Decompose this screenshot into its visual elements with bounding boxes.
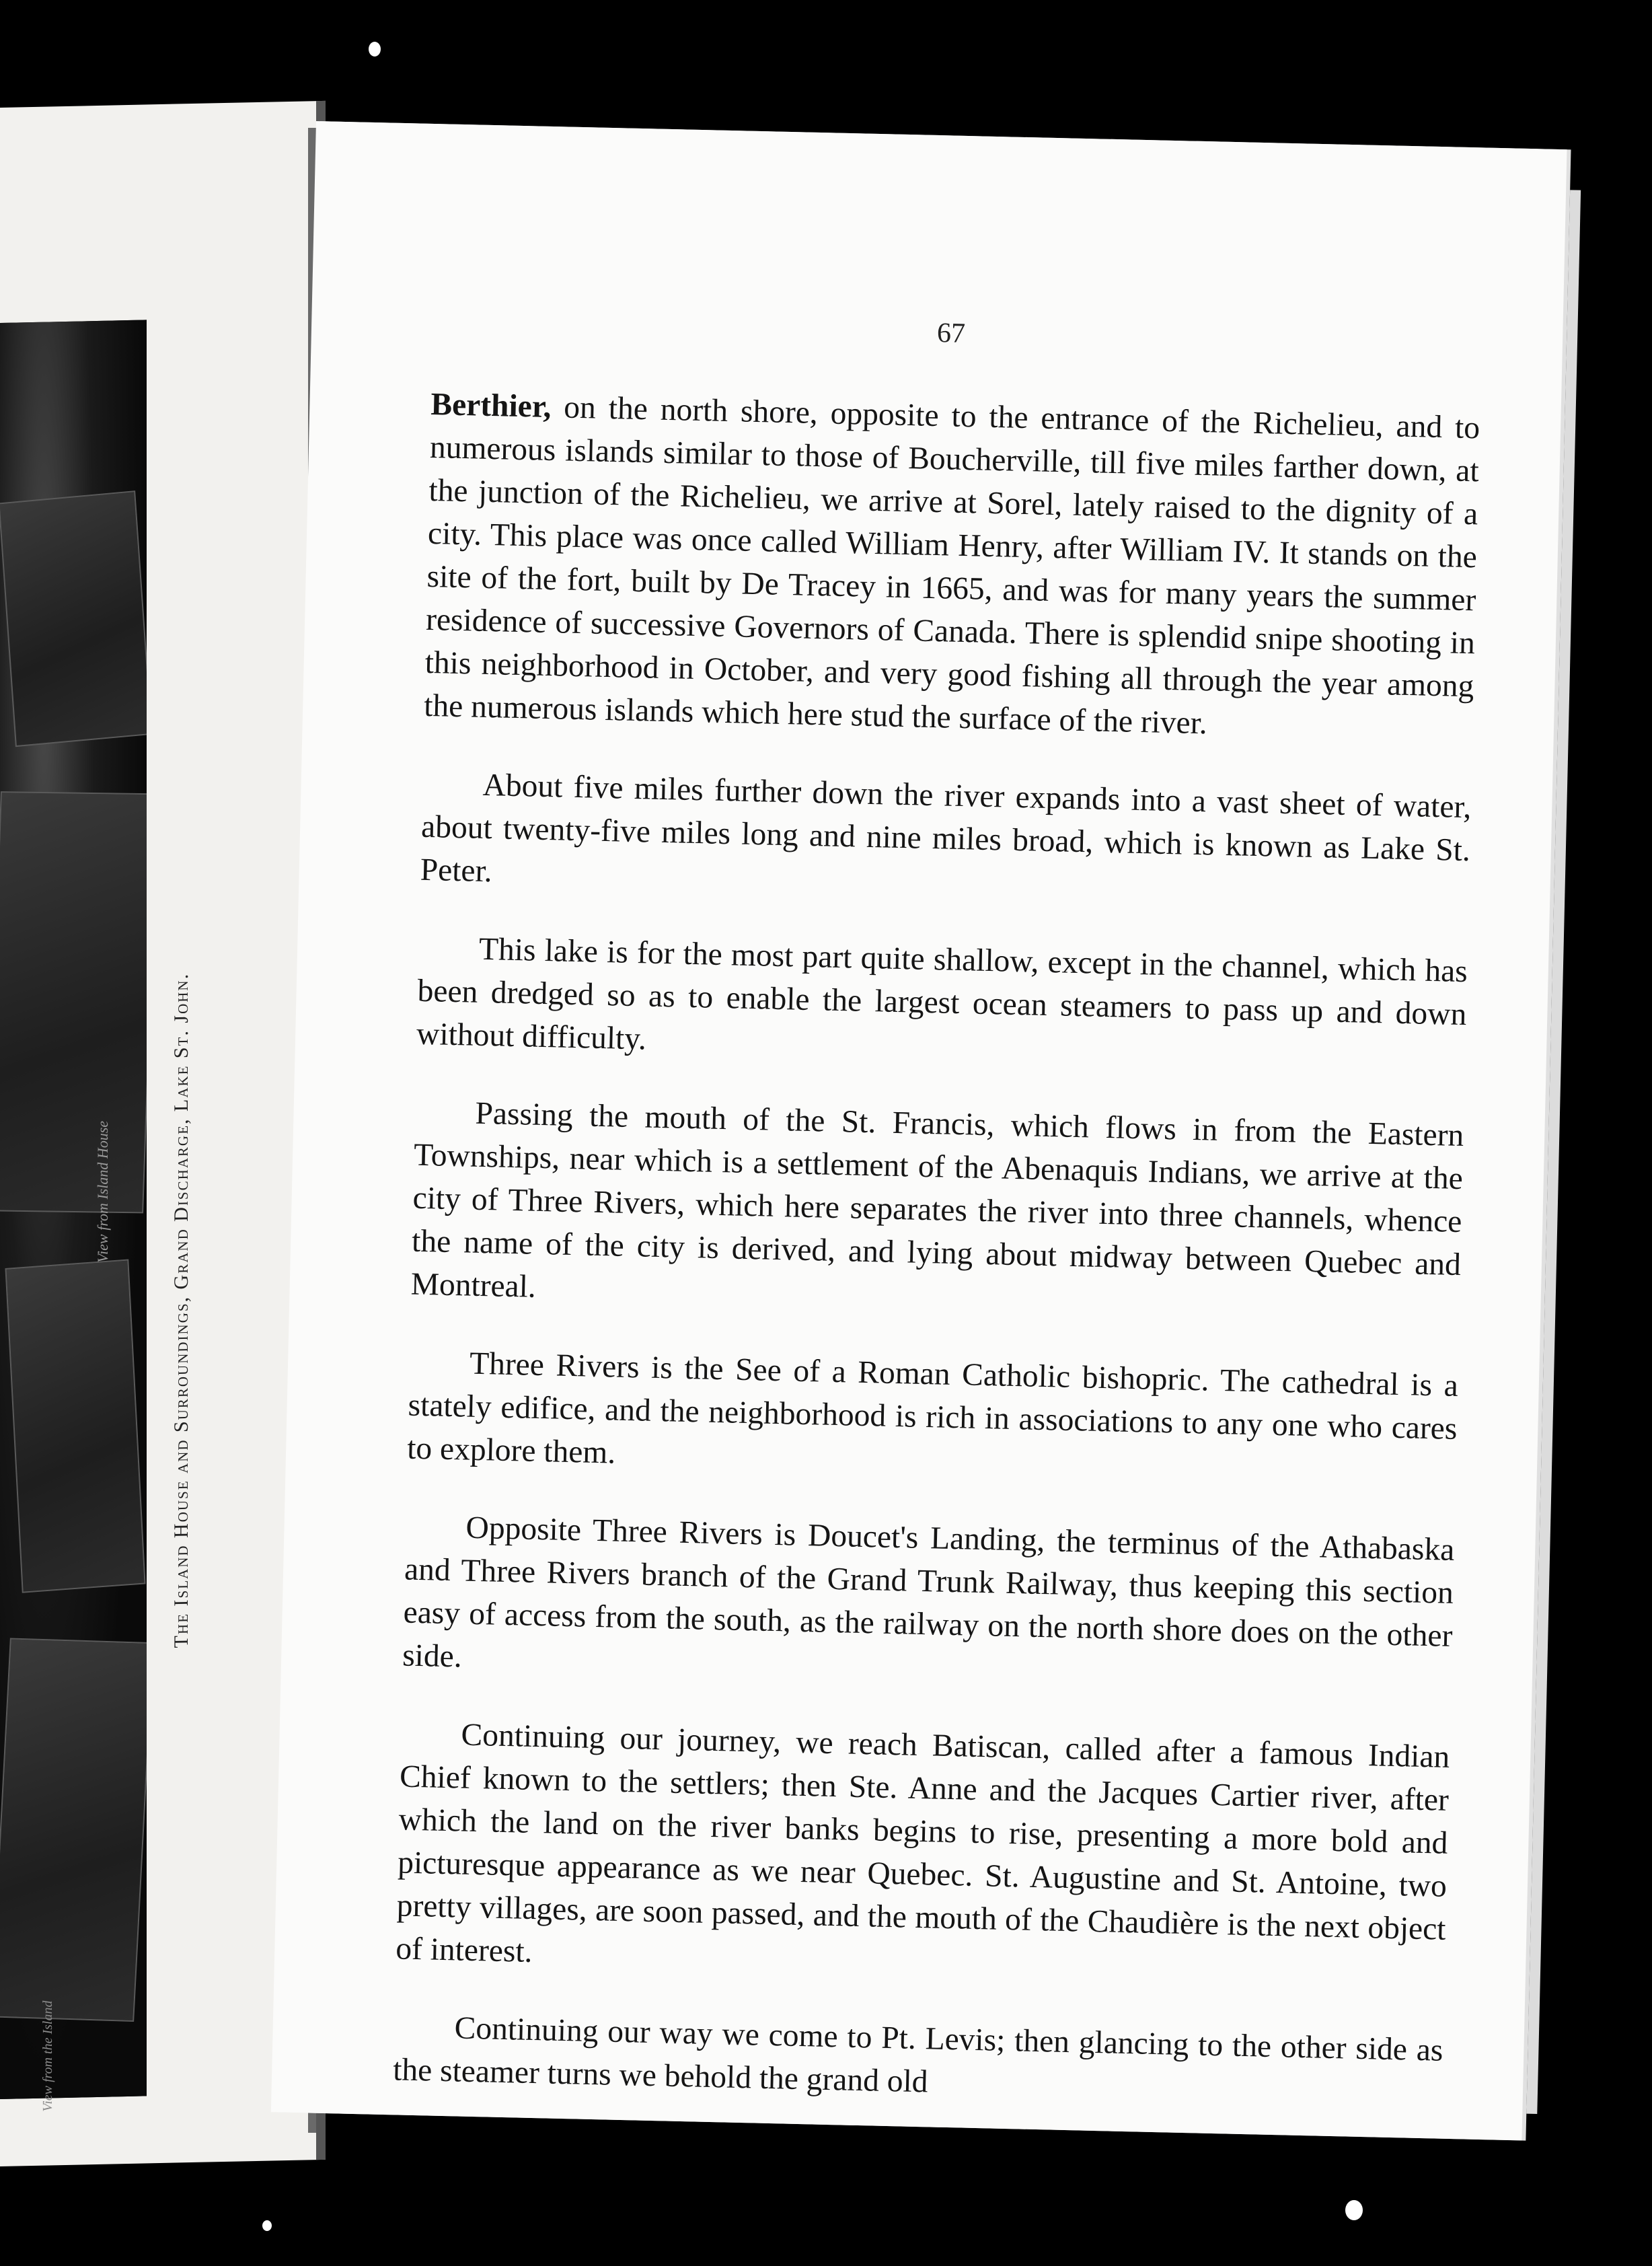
paragraph xyxy=(396,1712,1450,1994)
paragraph xyxy=(407,1341,1459,1494)
scan-speck xyxy=(1345,2200,1363,2220)
paragraph-text: About five miles further down the river expands into a vast sheet of water, about twenty-five miles long and nine miles broad, which is known as Lake St. Peter. xyxy=(420,767,1472,889)
paragraph-text: Continuing our journey, we reach Batiscan, called after a famous Indian Chief known to the settlers; then Ste. Anne and the Jacques Cartier river, after which the land on the river banks begins to rise, presenting a more bold and picturesque appearance as we near Quebec. St. Augustine and St. Antoine, two pretty villages, are soon passed, and the mouth of the Chaudière is the next object of interest. xyxy=(395,1717,1450,1969)
plate-photo-panel xyxy=(5,1259,145,1593)
plate-title-caption: The Island House and Surroundings, Grand Discharge, Lake St. John. xyxy=(170,972,192,1648)
plate-photo-panel xyxy=(0,791,147,1213)
photo-plate xyxy=(0,320,147,2099)
paragraph-lead: Berthier, xyxy=(430,386,552,425)
paragraph xyxy=(393,2005,1444,2115)
right-page xyxy=(271,121,1567,2140)
paragraph-text: Opposite Three Rivers is Doucet's Landing, the terminus of the Athabaska and Three Rivers branch of the Grand Trunk Railway, thus keeping this section easy of access from the south, as the railway on the north shore does on the other side. xyxy=(402,1510,1455,1675)
page-number: 67 xyxy=(936,318,966,349)
paragraph-text: Three Rivers is the See of a Roman Catholic bishopric. The cathedral is a stately edifice, and the neighborhood is rich in associations to any one who cares to explore them. xyxy=(406,1346,1459,1471)
paragraph xyxy=(402,1505,1455,1701)
paragraph xyxy=(424,383,1480,751)
page-edge xyxy=(1526,190,1581,2114)
paragraph-text: Passing the mouth of the St. Francis, which flows in from the Eastern Townships, near which is a settlement of the Abenaquis Indians, we arrive at the city of Three Rivers, which here separates the river into three channels, whence the name of the city is derived, and lying about midway between Quebec and Montreal. xyxy=(410,1095,1464,1305)
paragraph xyxy=(420,762,1472,915)
body-text xyxy=(391,383,1480,2150)
plate-photo-panel xyxy=(0,490,147,747)
plate-caption-top: View from Island House xyxy=(94,1120,111,1264)
plate-caption-bottom: View from the Island xyxy=(40,2000,55,2112)
paragraph-text: Continuing our way we come to Pt. Levis; then glancing to the other side as the steamer turns we behold the grand old xyxy=(392,2010,1443,2100)
scan-speck xyxy=(369,42,381,57)
paragraph-text: This lake is for the most part quite shallow, except in the channel, which has been dredged so as to enable the largest ocean steamers to pass up and down without difficulty. xyxy=(416,931,1468,1057)
paragraph-text: on the north shore, opposite to the entrance of the Richelieu, and to numerous islands similar to those of Boucherville, till five miles farther down, at the junction of the Richelieu, we arrive at Sorel, lately raised to the dignity of a city. This place was once called William Henry, after William IV. It stands on the site of the fort, built by De Tracey in 1665, and was for many years the summer residence of successive Governors of Canada. There is splendid snipe shooting in this neighborhood in October, and very good fishing all through the year among the numerous islands which here stud the surface of the river. xyxy=(423,390,1480,741)
plate-photo-panel xyxy=(0,1638,147,2022)
scan-speck xyxy=(262,2220,272,2231)
paragraph xyxy=(410,1091,1464,1329)
paragraph xyxy=(416,926,1468,1079)
